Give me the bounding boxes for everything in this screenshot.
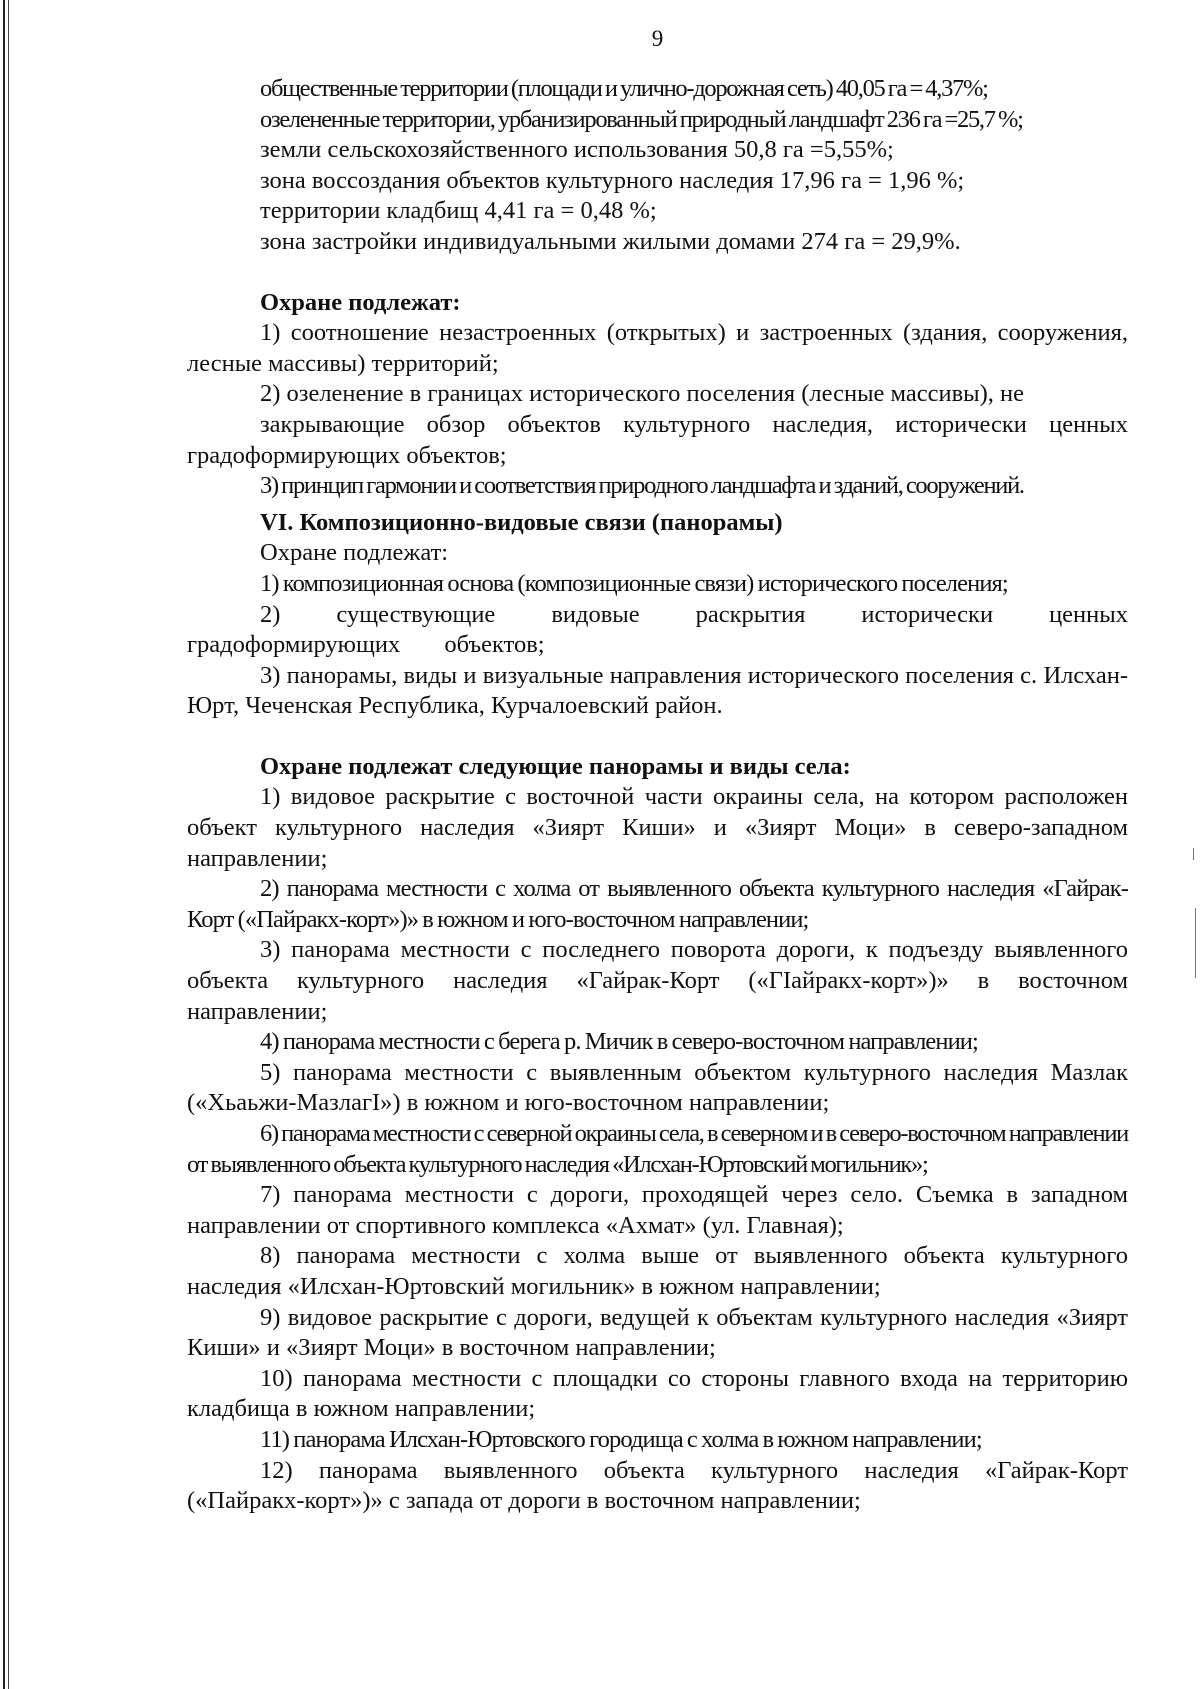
list-item: 2) существующие видовые раскрытия исторически ценных градоформирующих объектов; <box>187 600 1128 659</box>
intro-line: территории кладбищ 4,41 га = 0,48 %; <box>260 197 657 225</box>
list-item: 2) панорама местности с холма от выявленного объекта культурного наследия «Гайрак-Корт («Пайракх-корт»)» в южном и юго-восточном направлении; <box>187 875 1128 933</box>
list-item: 8) панорама местности с холма выше от выявленного объекта культурного наследия «Илсхан-Юртовский могильник» в южном направлении; <box>187 1242 1128 1300</box>
list-item: 4) панорама местности с берега р. Мичик в северо-восточном направлении; <box>260 1028 978 1056</box>
list-item: 1) композиционная основа (композиционные связи) исторического поселения; <box>260 569 1008 597</box>
list-item-continuation: закрывающие обзор объектов культурного наследия, исторически ценных градоформирующих объектов; <box>187 410 1128 469</box>
intro-line: озелененные территории, урбанизированный природный ландшафт 236 га =25,7 %; <box>260 105 1023 133</box>
intro-line: земли сельскохозяйственного использования 50,8 га =5,55%; <box>260 136 894 164</box>
list-item: 1) видовое раскрытие с восточной части окраины села, на котором расположен объект культурного наследия «Зиярт Киши» и «Зиярт Моци» в северо-западном направлении; <box>187 783 1128 872</box>
list-item: 7) панорама местности с дороги, проходящей через село. Съемка в западном направлении от спортивного комплекса «Ахмат» (ул. Главная); <box>187 1181 1128 1239</box>
section-subheading: Охране подлежат: <box>260 539 449 567</box>
list-item: 10) панорама местности с площадки со стороны главного входа на территорию кладбища в южном направлении; <box>187 1364 1128 1423</box>
intro-line: зона застройки индивидуальными жилыми домами 274 га = 29,9%. <box>260 227 961 255</box>
section-heading: Охране подлежат следующие панорамы и виды села: <box>260 752 851 780</box>
scan-margin-mark <box>1193 848 1194 860</box>
list-item: 2) озеленение в границах исторического поселения (лесные массивы), не <box>260 380 1025 408</box>
list-item: 3) панорамы, виды и визуальные направления исторического поселения с. Илсхан-Юрт, Чеченская Республика, Курчалоевский район. <box>187 661 1128 720</box>
scan-edge-line <box>3 0 5 1689</box>
intro-line: зона воссоздания объектов культурного наследия 17,96 га = 1,96 %; <box>260 166 965 194</box>
page-number: 9 <box>651 26 664 51</box>
list-item: 9) видовое раскрытие с дороги, ведущей к объектам культурного наследия «Зиярт Киши» и «Зиярт Моци» в восточном направлении; <box>187 1303 1128 1362</box>
list-item: 1) соотношение незастроенных (открытых) и застроенных (здания, сооружения, лесные массивы) территорий; <box>187 319 1128 377</box>
section-heading: VI. Композиционно-видовые связи (панорамы) <box>260 508 783 536</box>
list-item: 3) принцип гармонии и соответствия природного ландшафта и зданий, сооружений. <box>260 472 1024 500</box>
scan-margin-mark <box>1195 908 1196 978</box>
scan-edge-line-inner <box>8 0 9 1689</box>
intro-line: общественные территории (площади и улично-дорожная сеть) 40,05 га = 4,37%; <box>260 75 988 102</box>
list-item: 3) панорама местности с последнего поворота дороги, к подъезду выявленного объекта культурного наследия «Гайрак-Корт («ГIайракх-корт»)» в восточном направлении; <box>187 936 1128 1025</box>
list-item: 6) панорама местности с северной окраины села, в северном и в северо-восточном направлении от выявленного объекта культурного наследия «Илсхан-Юртовский могильник»; <box>187 1120 1128 1178</box>
list-item: 5) панорама местности с выявленным объектом культурного наследия Мазлак («Хьаьжи-МазлагI») в южном и юго-восточном направлении; <box>187 1058 1128 1117</box>
list-item: 11) панорама Илсхан-Юртовского городища с холма в южном направлении; <box>260 1425 982 1453</box>
list-item: 12) панорама выявленного объекта культурного наследия «Гайрак-Корт («Пайракх-корт»)» с запада от дороги в восточном направлении; <box>187 1456 1128 1515</box>
section-heading: Охране подлежат: <box>260 288 461 316</box>
document-body <box>187 74 1128 1517</box>
